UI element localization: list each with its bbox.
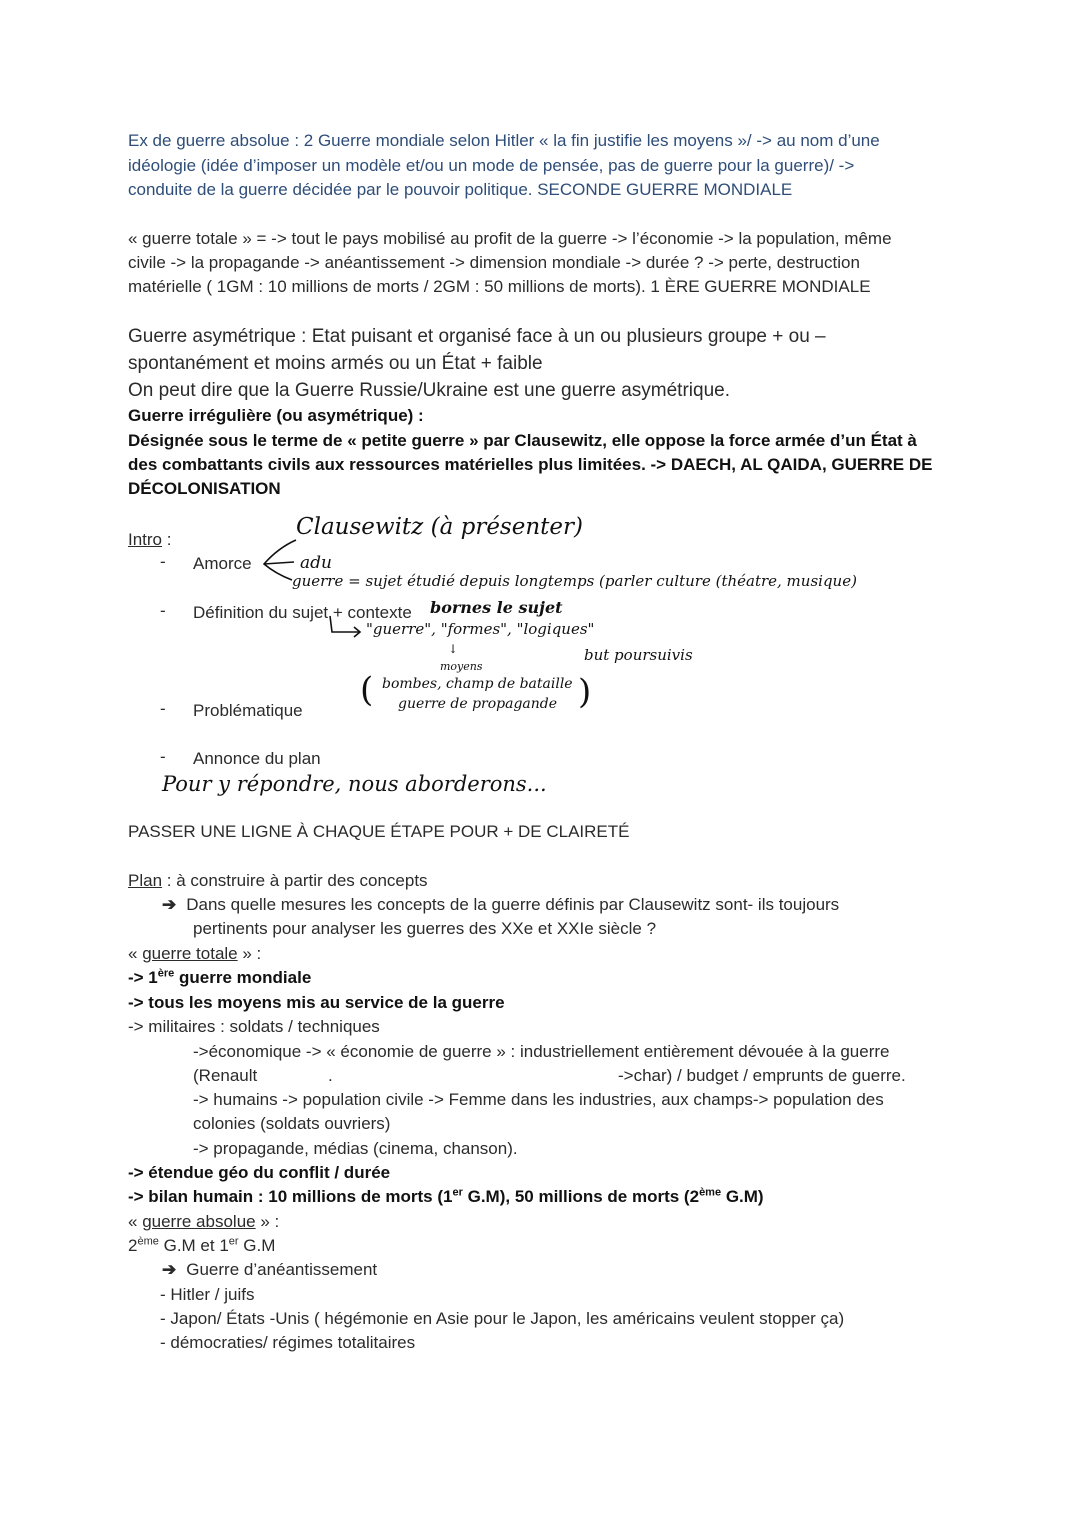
plan-subtitle: : à construire à partir des concepts <box>162 871 428 890</box>
gt-quote-open: « <box>128 944 143 963</box>
gm2-b: G.M et 1 <box>158 1236 229 1255</box>
humains-line2: colonies (soldats ouvriers) <box>193 1114 391 1133</box>
right-arrow-icon: ➔ <box>162 1260 177 1279</box>
gm1-pre: -> 1 <box>128 968 158 987</box>
intro-item-annonce: Annonce du plan <box>193 749 321 768</box>
plan-question-line1 <box>162 893 839 917</box>
handwritten-guerre-sujet: guerre = sujet étudié depuis longtemps (parler culture (théatre, musique) <box>292 572 857 590</box>
bilan-b: G.M), 50 millions de morts (2 <box>462 1187 700 1206</box>
gm2-line <box>128 1234 275 1258</box>
handwritten-clausewitz: Clausewitz (à présenter) <box>296 514 583 540</box>
aneantissement-text: Guerre d’anéantissement <box>186 1260 378 1279</box>
char-line: ->char) / budget / emprunts de guerre. <box>618 1066 906 1085</box>
handwritten-down-arrow: ↓ <box>448 642 459 656</box>
gt-quote-close: » : <box>237 944 262 963</box>
para3-line1: Guerre asymétrique : Etat puisant et organisé face à un ou plusieurs groupe + ou – <box>128 326 826 347</box>
intro-colon: : <box>162 530 172 549</box>
etendue-line: -> étendue géo du conflit / durée <box>128 1163 391 1182</box>
para1-line3: conduite de la guerre décidée par le pouvoir politique. SECONDE GUERRE MONDIALE <box>128 180 793 199</box>
plan-heading <box>128 869 428 893</box>
propagande-line: -> propagande, médias (cinema, chanson). <box>193 1139 518 1158</box>
ga-title: guerre absolue <box>142 1212 256 1231</box>
handwritten-concepts: "guerre", "formes", "logiques" <box>366 620 595 638</box>
irregular-war-title: Guerre irrégulière (ou asymétrique) : <box>128 406 424 425</box>
item-hitler: - Hitler / juifs <box>160 1285 255 1304</box>
gm1-post: guerre mondiale <box>174 968 312 987</box>
bilan-sup2: ème <box>699 1186 722 1199</box>
handwritten-guerre-propa: guerre de propagande <box>398 696 558 712</box>
gm2-sup2: er <box>228 1235 239 1248</box>
item-japon: - Japon/ États -Unis ( hégémonie en Asie pour le Japon, les américains veulent stopper ça) <box>160 1309 845 1328</box>
intro-dash-4: - <box>160 747 166 766</box>
aneantissement-line <box>162 1258 377 1282</box>
renault-line: (Renault <box>193 1066 258 1085</box>
handwritten-adu: adu <box>300 553 332 573</box>
handwritten-bornes: bornes le sujet <box>430 598 563 617</box>
para3-bold-line3: DÉCOLONISATION <box>128 479 281 498</box>
intro-item-amorce: Amorce <box>193 554 252 573</box>
intro-item-problematique: Problématique <box>193 701 303 720</box>
intro-heading <box>128 528 171 552</box>
handwritten-paren-close: ) <box>578 672 592 712</box>
intro-dash-2: - <box>160 601 166 620</box>
guerre-absolue-heading <box>128 1210 279 1234</box>
ga-quote-open: « <box>128 1212 143 1231</box>
para2-line1: « guerre totale » = -> tout le pays mobilisé au profit de la guerre -> l’économie -> la population, même <box>128 229 892 248</box>
passer-line-note: PASSER UNE LIGNE À CHAQUE ÉTAPE POUR + DE CLAIRETÉ <box>128 822 630 841</box>
handwritten-paren-open: ( <box>360 670 374 710</box>
para2-line2: civile -> la propagande -> anéantissement -> dimension mondiale -> durée ? -> perte, destruction <box>128 253 860 272</box>
ga-quote-close: » : <box>255 1212 280 1231</box>
para3-bold-line1: Désignée sous le terme de « petite guerre » par Clausewitz, elle oppose la force armée d’un État à <box>128 431 917 450</box>
bilan-sup1: er <box>452 1186 463 1199</box>
militaires-line: -> militaires : soldats / techniques <box>128 1017 380 1036</box>
gm1-line <box>128 966 311 990</box>
para3-line2: spontanément et moins armés ou un État + faible <box>128 353 543 374</box>
plan-question-line2: pertinents pour analyser les guerres des XXe et XXIe siècle ? <box>193 919 657 938</box>
gm2-a: 2 <box>128 1236 138 1255</box>
para1-line1: Ex de guerre absolue : 2 Guerre mondiale selon Hitler « la fin justifie les moyens »/ -> au nom d’une <box>128 131 880 150</box>
right-arrow-icon: ➔ <box>162 895 177 914</box>
intro-title: Intro <box>128 530 163 549</box>
bilan-line <box>128 1185 764 1209</box>
guerre-totale-heading <box>128 942 261 966</box>
gm2-sup1: ème <box>137 1235 159 1248</box>
handwritten-repondre: Pour y répondre, nous aborderons... <box>162 772 547 796</box>
para1-line2: idéologie (idée d’imposer un modèle et/ou un mode de pensée, pas de guerre pour la guerre)/ -> <box>128 156 855 175</box>
moyens-line: -> tous les moyens mis au service de la guerre <box>128 993 505 1012</box>
para3-line3: On peut dire que la Guerre Russie/Ukraine est une guerre asymétrique. <box>128 380 730 401</box>
intro-dash-1: - <box>160 552 166 571</box>
renault-dot: . <box>328 1066 333 1085</box>
para3-bold-line2: des combattants civils aux ressources matérielles plus limitées. -> DAECH, AL QAIDA, GUERRE DE <box>128 455 933 474</box>
handwritten-arrow-1 <box>326 614 366 640</box>
para2-line3: matérielle ( 1GM : 10 millions de morts / 2GM : 50 millions de morts). 1 ÈRE GUERRE MONDIALE <box>128 277 871 296</box>
gt-title: guerre totale <box>142 944 238 963</box>
gm1-sup: ère <box>157 967 175 980</box>
bilan-a: -> bilan humain : 10 millions de morts (1 <box>128 1187 453 1206</box>
intro-dash-3: - <box>160 699 166 718</box>
humains-line1: -> humains -> population civile -> Femme dans les industries, aux champs-> population des <box>193 1090 884 1109</box>
intro-item-definition: Définition du sujet + contexte <box>193 603 412 622</box>
handwritten-moyens: moyens <box>440 660 483 673</box>
economique-line: ->économique -> « économie de guerre » : industriellement entièrement dévouée à la guerre <box>193 1042 890 1061</box>
bilan-c: G.M) <box>721 1187 764 1206</box>
gm2-c: G.M <box>238 1236 276 1255</box>
plan-title: Plan <box>128 871 163 890</box>
item-democraties: - démocraties/ régimes totalitaires <box>160 1333 416 1352</box>
handwritten-but: but poursuivis <box>584 646 693 664</box>
handwritten-bombes: bombes, champ de bataille <box>382 676 573 692</box>
plan-question-text1: Dans quelle mesures les concepts de la guerre définis par Clausewitz sont- ils toujours <box>186 895 840 914</box>
